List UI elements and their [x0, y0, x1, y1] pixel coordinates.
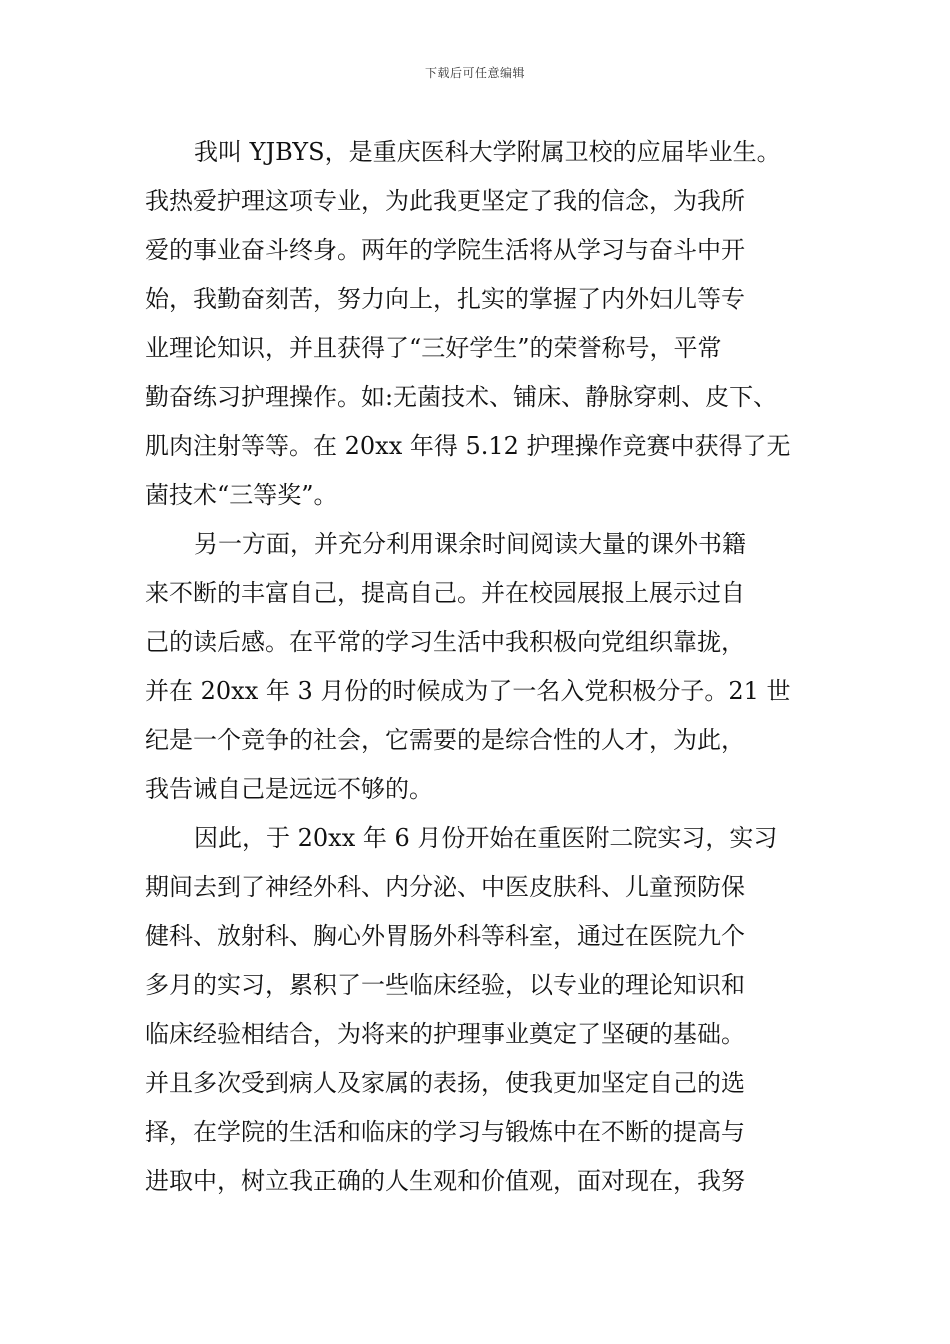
text-line: 始，我勤奋刻苦，努力向上，扎实的掌握了内外妇儿等专 [145, 285, 745, 313]
text-line: 来不断的丰富自己，提高自己。并在校园展报上展示过自 [145, 579, 745, 607]
paragraph-3 [145, 814, 815, 1206]
page-header: 下载后可任意编辑 [424, 66, 525, 80]
text-line: 进取中，树立我正确的人生观和价值观，面对现在，我努 [145, 1167, 745, 1195]
text-line: 期间去到了神经外科、内分泌、中医皮肤科、儿童预防保 [145, 873, 745, 901]
text-line: 业理论知识，并且获得了“三好学生”的荣誉称号，平常 [145, 334, 722, 362]
text-line: 己的读后感。在平常的学习生活中我积极向党组织靠拢， [145, 628, 745, 656]
text-line: 纪是一个竞争的社会，它需要的是综合性的人才，为此， [145, 726, 745, 754]
text-line: 我热爱护理这项专业，为此我更坚定了我的信念，为我所 [145, 187, 745, 215]
text-line: 因此，于 20xx 年 6 月份开始在重医附二院实习，实习 [194, 824, 778, 852]
text-line: 我叫 YJBYS，是重庆医科大学附属卫校的应届毕业生。 [194, 138, 781, 166]
paragraph-2 [145, 520, 815, 814]
text-line: 健科、放射科、胸心外胃肠外科等科室，通过在医院九个 [145, 922, 745, 950]
text-line: 爱的事业奋斗终身。两年的学院生活将从学习与奋斗中开 [145, 236, 745, 264]
text-line: 菌技术“三等奖”。 [145, 481, 338, 509]
text-line: 我告诫自己是远远不够的。 [145, 775, 433, 803]
text-line: 勤奋练习护理操作。如:无菌技术、铺床、静脉穿刺、皮下、 [145, 383, 778, 411]
text-line: 肌肉注射等等。在 20xx 年得 5.12 护理操作竞赛中获得了无 [145, 432, 791, 460]
paragraph-1 [145, 128, 815, 520]
text-line: 另一方面，并充分利用课余时间阅读大量的课外书籍 [194, 530, 746, 558]
text-line: 临床经验相结合，为将来的护理事业奠定了坚硬的基础。 [145, 1020, 745, 1048]
text-line: 并在 20xx 年 3 月份的时候成为了一名入党积极分子。21 世 [145, 677, 791, 705]
text-line: 择，在学院的生活和临床的学习与锻炼中在不断的提高与 [145, 1118, 745, 1146]
document-body [145, 128, 815, 1206]
text-line: 多月的实习，累积了一些临床经验，以专业的理论知识和 [145, 971, 745, 999]
text-line: 并且多次受到病人及家属的表扬，使我更加坚定自己的选 [145, 1069, 745, 1097]
